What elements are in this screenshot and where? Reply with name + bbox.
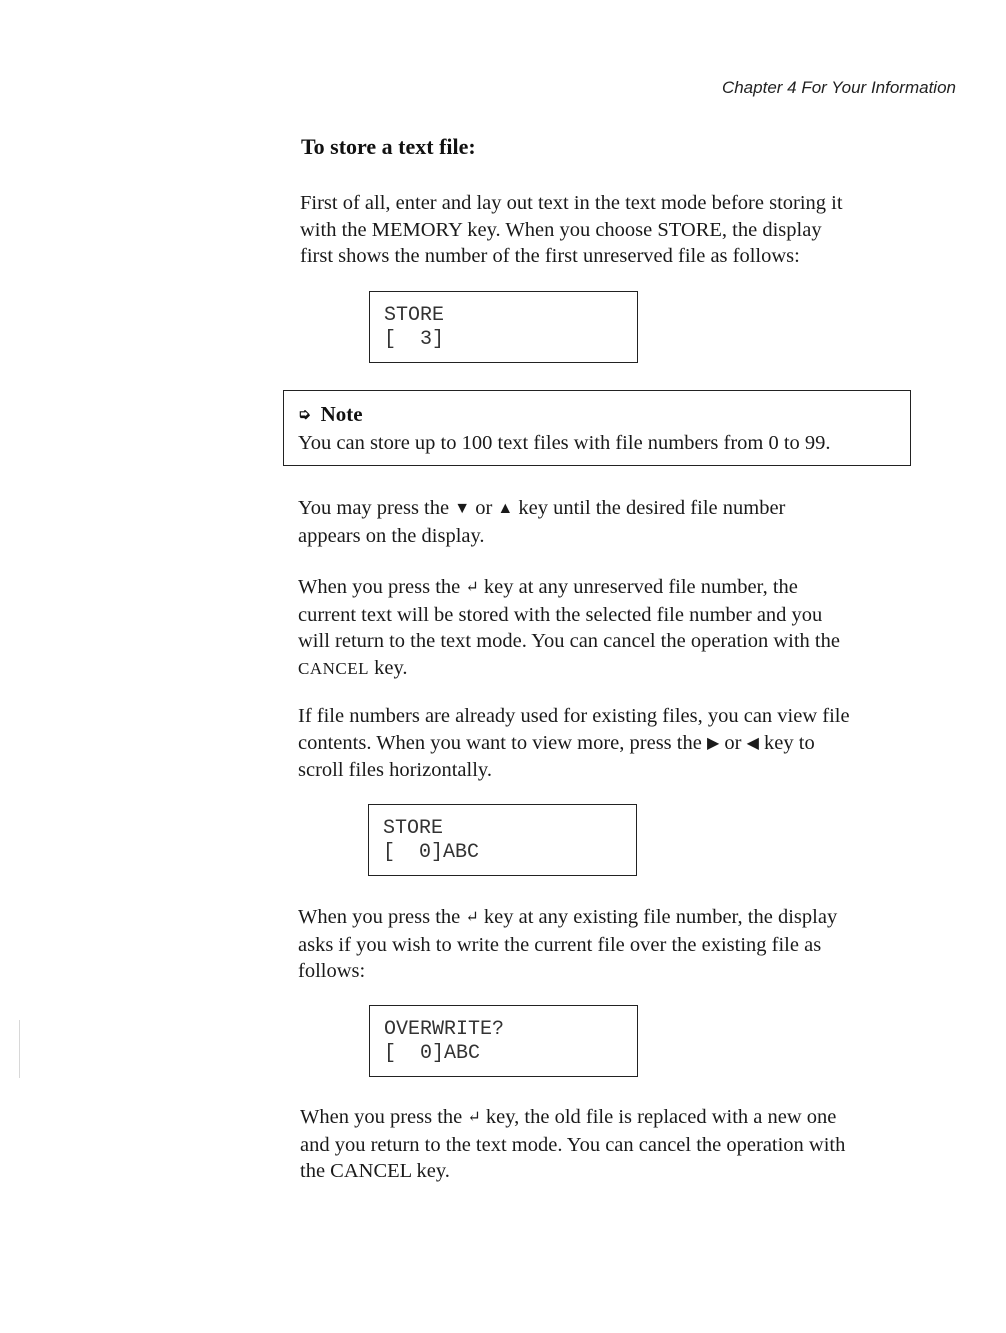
enter-key-paragraph (298, 574, 840, 682)
text-fragment: You may press the (298, 497, 455, 519)
enter-key-icon: ↵ (467, 1109, 481, 1126)
scroll-paragraph (298, 703, 850, 784)
text-fragment: When you press the (298, 576, 466, 598)
text-fragment: or (719, 731, 747, 754)
overwrite-paragraph (298, 904, 837, 985)
note-box (283, 390, 911, 466)
left-arrow-key-icon: ◀ (746, 734, 759, 752)
chapter-header: Chapter 4 For Your Information (721, 78, 956, 97)
section-heading: To store a text file: (301, 134, 476, 159)
text-fragment: key to scroll files horizontally. (298, 731, 815, 781)
lcd-line-2: [ 0]ABC (383, 841, 480, 864)
enter-key-icon: ↵ (465, 579, 479, 596)
scan-margin-mark (19, 1020, 20, 1078)
note-body: You can store up to 100 text files with file numbers from 0 to 99. (298, 432, 831, 454)
text-fragment: key at any unreserved file number, the current text will be stored with the selected file number and you will return to the text mode. You can cancel the operation with the (298, 576, 840, 652)
right-arrow-key-icon: ▶ (706, 734, 720, 752)
lcd-display-overwrite (369, 1005, 638, 1077)
down-arrow-key-icon: ▼ (454, 500, 471, 517)
lcd-line-1: OVERWRITE? (384, 1018, 505, 1041)
cancel-key-label: CANCEL (298, 658, 369, 678)
text-fragment: When you press the (298, 906, 466, 928)
text-fragment: key. (369, 656, 408, 679)
press-keys-paragraph (298, 495, 785, 549)
intro-paragraph: First of all, enter and lay out text in the text mode before storing it with the MEMORY key. When you choose STORE, the display first shows the number of the first unreserved file as follows: (300, 192, 843, 267)
note-arrow-icon: ➭ (298, 407, 311, 423)
up-arrow-key-icon: ▲ (497, 500, 514, 517)
text-fragment: If file numbers are already used for existing files, you can view file contents. When you want to view more, press the (298, 705, 850, 754)
lcd-line-2: [ 3] (384, 328, 445, 351)
lcd-display-store-existing (368, 804, 637, 876)
text-fragment: key, the old file is replaced with a new one and you return to the text mode. You can cancel the operation with the CANCEL key. (300, 1106, 846, 1182)
final-paragraph (300, 1104, 845, 1185)
lcd-line-1: STORE (384, 304, 445, 327)
text-fragment: When you press the (300, 1106, 468, 1128)
text-fragment: key at any existing file number, the display asks if you wish to write the current file over the existing file as follows: (298, 906, 838, 982)
text-fragment: or (470, 497, 498, 519)
lcd-line-1: STORE (383, 817, 444, 840)
note-title (298, 400, 910, 429)
note-title-text: Note (320, 402, 363, 426)
lcd-display-store-empty (369, 291, 638, 363)
enter-key-icon: ↵ (465, 909, 479, 926)
lcd-line-2: [ 0]ABC (384, 1042, 481, 1065)
text-fragment: key until the desired file number appears on the display. (298, 497, 786, 547)
